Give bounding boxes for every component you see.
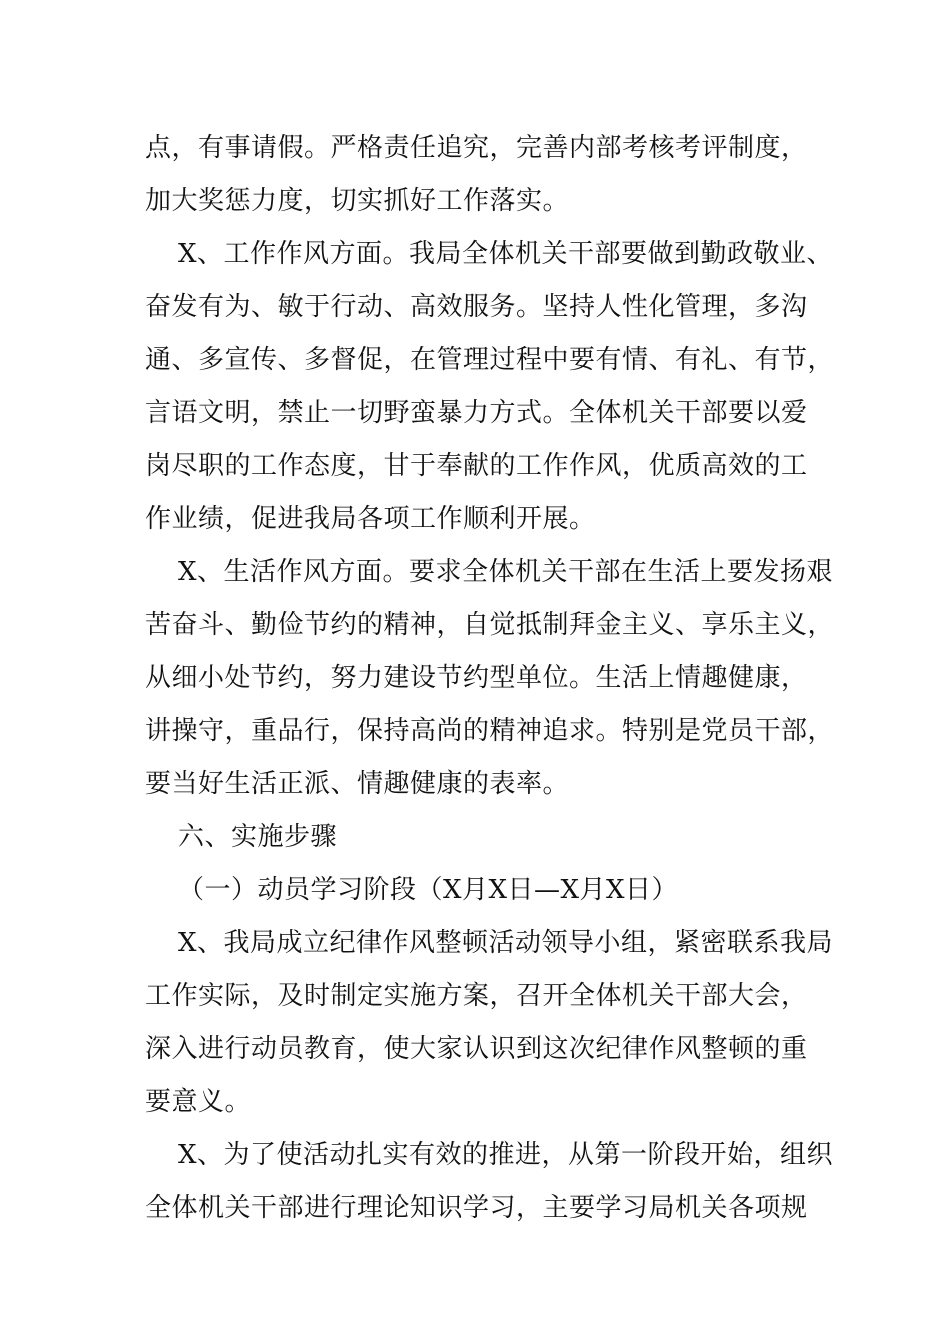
paragraph-start-line: X、生活作风方面。要求全体机关干部在生活上要发扬艰 [178, 557, 834, 587]
text-line: 要当好生活正派、情趣健康的表率。 [145, 769, 570, 799]
text-line: 全体机关干部进行理论知识学习，主要学习局机关各项规 [145, 1193, 808, 1223]
text-line: 岗尽职的工作态度，甘于奉献的工作作风，优质高效的工 [145, 451, 808, 481]
paragraph-start-line: X、为了使活动扎实有效的推进，从第一阶段开始，组织 [178, 1140, 834, 1170]
paragraph-start-line: X、工作作风方面。我局全体机关干部要做到勤政敬业、 [178, 239, 834, 269]
section-heading: 六、实施步骤 [178, 822, 338, 852]
subsection-heading: （一）动员学习阶段（X月X日—X月X日） [178, 875, 679, 905]
text-line: 苦奋斗、勤俭节约的精神，自觉抵制拜金主义、享乐主义， [145, 610, 835, 640]
text-line: 通、多宣传、多督促，在管理过程中要有情、有礼、有节， [145, 345, 835, 375]
text-line: 讲操守，重品行，保持高尚的精神追求。特别是党员干部， [145, 716, 835, 746]
text-line: 要意义。 [145, 1087, 252, 1117]
text-line: 言语文明，禁止一切野蛮暴力方式。全体机关干部要以爱 [145, 398, 808, 428]
text-line: 从细小处节约，努力建设节约型单位。生活上情趣健康， [145, 663, 808, 693]
text-line: 奋发有为、敏于行动、高效服务。坚持人性化管理，多沟 [145, 292, 808, 322]
text-line: 作业绩，促进我局各项工作顺利开展。 [145, 504, 596, 534]
text-line: 点，有事请假。严格责任追究，完善内部考核考评制度， [145, 133, 808, 163]
text-line: 深入进行动员教育，使大家认识到这次纪律作风整顿的重 [145, 1034, 808, 1064]
text-line: 工作实际，及时制定实施方案，召开全体机关干部大会， [145, 981, 808, 1011]
paragraph-start-line: X、我局成立纪律作风整顿活动领导小组，紧密联系我局 [178, 928, 834, 958]
text-line: 加大奖惩力度，切实抓好工作落实。 [145, 186, 570, 216]
